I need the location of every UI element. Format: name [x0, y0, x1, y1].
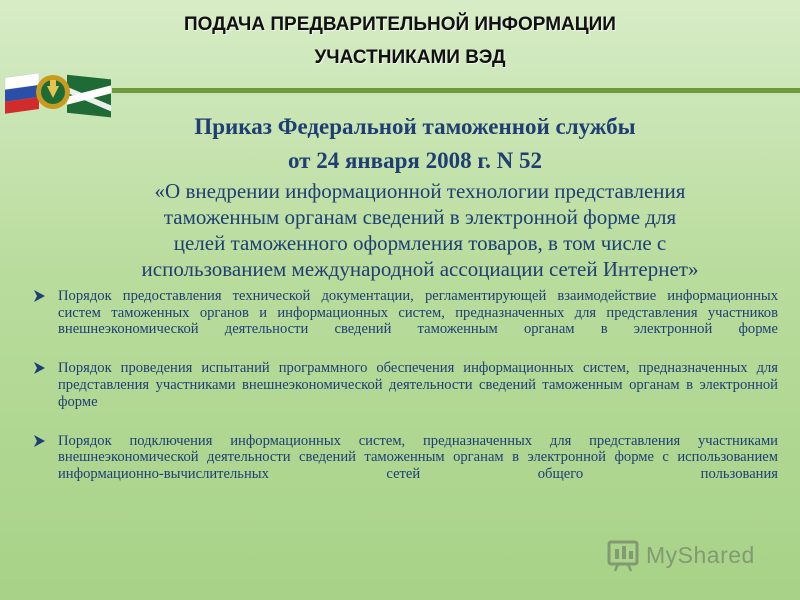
- bullet-text: Порядок проведения испытаний программного обеспечения информационных систем, предназначенных для представления участниками внешнеэкономической деятельности сведений таможенным органам в электронной форме: [58, 360, 778, 410]
- header-line-1: ПОДАЧА ПРЕДВАРИТЕЛЬНОЙ ИНФОРМАЦИИ: [184, 14, 616, 35]
- header-line-2: УЧАСТНИКАМИ ВЭД: [314, 47, 506, 68]
- quote-line: таможенным органам сведений в электронной форме для: [163, 205, 677, 229]
- quote-line: целей таможенного оформления товаров, в том числе с: [173, 231, 667, 255]
- list-item: [30, 288, 778, 354]
- quote-line: «О внедрении информационной технологии представления: [154, 179, 686, 203]
- quote-line: использованием международной ассоциации сетей Интернет»: [141, 257, 699, 281]
- myshared-logo-icon: [606, 539, 642, 573]
- header-divider: [112, 88, 800, 93]
- slide-header: [0, 8, 800, 74]
- order-date-number: от 24 января 2008 г. N 52: [287, 148, 543, 173]
- bullet-text: Порядок предоставления технической документации, регламентирующей взаимодействие информационных систем таможенных органов и информационных систем, предназначенных для представления участников внешнеэкономической деятельности сведений таможенным органам в электронной форме: [58, 288, 778, 338]
- watermark-text: MyShared: [646, 542, 755, 568]
- list-item: [30, 433, 778, 499]
- order-title-block: [30, 110, 800, 178]
- arrow-bullet-icon: [32, 361, 46, 375]
- order-title: Приказ Федеральной таможенной службы: [194, 114, 636, 139]
- bullet-text: Порядок подключения информационных систем, предназначенных для представления участниками внешнеэкономической деятельности сведений таможенным органам в электронной форме с использованием информационно-вычислительных сетей общего пользования: [58, 432, 778, 482]
- arrow-bullet-icon: [32, 434, 46, 448]
- myshared-watermark: [606, 537, 766, 577]
- bullet-list: [30, 288, 778, 505]
- arrow-bullet-icon: [32, 289, 46, 303]
- order-quote: [40, 178, 800, 282]
- list-item: [30, 360, 778, 426]
- header-divider-highlight: [112, 94, 800, 95]
